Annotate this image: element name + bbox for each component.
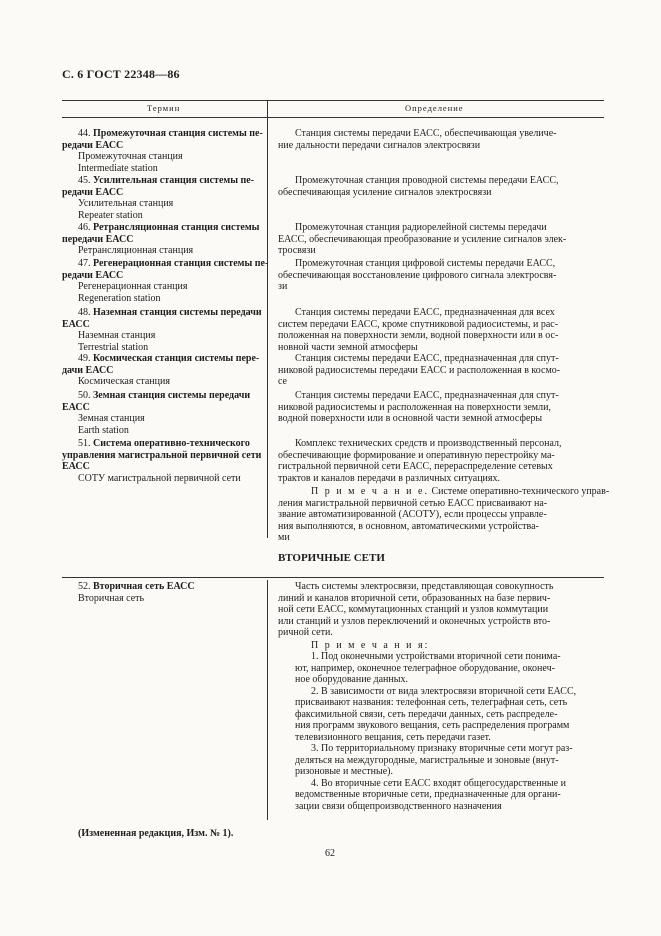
- term-synonym: Repeater station: [78, 209, 143, 221]
- definition-line: ние дальности передачи сигналов электросвязи: [278, 139, 481, 151]
- term-synonym: Регенерационная станция: [78, 281, 188, 292]
- term-synonym: Промежуточная станция: [78, 151, 183, 162]
- term-name: передачи ЕАСС: [62, 233, 134, 245]
- term-synonym: СОТУ магистральной первичной сети: [78, 472, 241, 484]
- definition-line: ной сети ЕАСС, коммутационных станций и узлов коммутации: [278, 604, 549, 615]
- note-item-line: телевизионного вещания, сеть передачи газет.: [295, 731, 491, 743]
- definition-line: Станция системы передачи ЕАСС, обеспечивающая увеличе-: [295, 128, 557, 139]
- term-52: [78, 581, 195, 592]
- definition-line: обеспечивающие формирование и оперативную перестройку ма-: [278, 449, 555, 461]
- notes-label: [311, 640, 429, 651]
- term-line: [62, 402, 90, 413]
- column-divider-lower: [267, 580, 268, 820]
- term-synonym: Regeneration station: [78, 292, 161, 304]
- definition-line: систем передачи ЕАСС, кроме спутниковой радиосистемы, и рас-: [278, 318, 559, 330]
- note-item-line: ризоновые и местные).: [295, 766, 393, 777]
- term-number: 49.: [78, 353, 93, 364]
- term-line: [78, 390, 250, 401]
- definition-line: положенная на поверхности земли, водной поверхности или в ос-: [278, 330, 559, 341]
- term-name: управления магистральной первичной сети: [62, 449, 262, 461]
- term-name: редачи ЕАСС: [62, 186, 124, 198]
- note-line: [311, 486, 609, 497]
- definition-line: Промежуточная станция радиорелейной системы передачи: [295, 222, 547, 233]
- definition-line: Комплекс технических средств и производственный персонал,: [295, 438, 562, 449]
- note-item-line: 1. Под оконечными устройствами вторичной сети понима-: [311, 651, 561, 662]
- notes-label-text: П р и м е ч а н и я:: [311, 639, 430, 651]
- definition-line: тросвязи: [278, 245, 316, 256]
- column-divider: [267, 100, 268, 538]
- definition-line: линий и каналов вторичной сети, образованных на базе первич-: [278, 592, 551, 604]
- term-line: [78, 353, 259, 364]
- note-item-line: присваивают названия: телефонная сеть, телеграфная сеть, сеть: [295, 697, 568, 708]
- note-item-line: ведомственные вторичные сети, предназначенные для органи-: [295, 789, 561, 800]
- term-name: Ретрансляционная станция системы: [93, 222, 260, 233]
- definition-line: Станция системы передачи ЕАСС, предназначенная для всех: [295, 307, 555, 318]
- page-header: С. 6 ГОСТ 22348—86: [62, 67, 180, 81]
- term-number: 45.: [78, 175, 93, 186]
- definition-line: ричной сети.: [278, 627, 333, 638]
- note-item-line: ное оборудование данных.: [295, 674, 408, 685]
- term-number: 46.: [78, 222, 93, 233]
- term-line: [62, 450, 261, 461]
- term-line: [62, 365, 113, 376]
- term-number: 52.: [78, 581, 93, 592]
- section-title: ВТОРИЧНЫЕ СЕТИ: [278, 552, 385, 564]
- definition-line: Станция системы передачи ЕАСС, предназначенная для спут-: [295, 353, 559, 364]
- term-name: ЕАСС: [62, 401, 90, 413]
- definition-line: никовой радиосистемы передачи ЕАСС и расположенная в космо-: [278, 364, 561, 376]
- note-label: П р и м е ч а н и е.: [311, 486, 429, 497]
- term-synonym: Intermediate station: [78, 162, 158, 174]
- term-name: Земная станция системы передачи: [93, 390, 251, 401]
- note-line: ми: [278, 532, 290, 543]
- term-line: [62, 270, 123, 281]
- term-line: [62, 461, 90, 472]
- definition-line: гистральной первичной сети ЕАСС, перераспределение сетевых: [278, 461, 553, 472]
- term-synonym: Наземная станция: [78, 330, 156, 341]
- note-item-line: деляться на междугородные, магистральные и зоновые (внут-: [295, 754, 559, 766]
- term-name: Космическая станция системы пере-: [93, 353, 260, 364]
- term-number: 48.: [78, 307, 93, 318]
- note-line: ния выполняются, в основном, автоматическими устройства-: [278, 520, 539, 532]
- term-name: Промежуточная станция системы пе-: [93, 128, 263, 139]
- note-item-line: 3. По территориальному признаку вторичные сети могут раз-: [311, 743, 573, 754]
- term-number: 51.: [78, 438, 93, 449]
- term-name: Вторичная сеть ЕАСС: [93, 581, 195, 592]
- term-name: Наземная станция системы передачи: [93, 307, 262, 318]
- section-rule: [62, 577, 604, 578]
- term-synonym: Earth station: [78, 424, 129, 436]
- term-name: ЕАСС: [62, 461, 90, 472]
- term-synonym: Terrestrial station: [78, 341, 149, 353]
- definition-line: или станций и узлов переключений и оконечных устройств вто-: [278, 615, 551, 627]
- term-synonym: Космическая станция: [78, 376, 170, 387]
- definition-line: Часть системы электросвязи, представляющая совокупность: [295, 581, 554, 592]
- term-synonym: Ретрансляционная станция: [78, 245, 194, 256]
- definition-line: ЕАСС, обеспечивающая преобразование и усиление сигналов элек-: [278, 233, 567, 245]
- note-item-line: факсимильной связи, сеть передачи данных, сеть распределе-: [295, 708, 558, 720]
- term-synonym: Земная станция: [78, 413, 145, 424]
- table-top-rule: [62, 100, 604, 101]
- term-line: [78, 128, 263, 139]
- term-name: ЕАСС: [62, 318, 90, 330]
- term-line: [78, 175, 254, 186]
- note-line: ления магистральной первичной сетью ЕАСС присваивают на-: [278, 497, 548, 509]
- term-number: 50.: [78, 390, 93, 401]
- definition-line: обеспечивающая восстановление цифрового сигнала электросвя-: [278, 269, 557, 281]
- term-name: дачи ЕАСС: [62, 364, 114, 376]
- definition-line: Промежуточная станция цифровой системы передачи ЕАСС,: [295, 258, 556, 269]
- term-line: [62, 234, 133, 245]
- term-number: 47.: [78, 258, 93, 269]
- table-header-rule: [62, 117, 604, 118]
- note-item-line: 2. В зависимости от вида электросвязи вторичной сети ЕАСС,: [311, 685, 577, 697]
- note-item-line: ют, например, оконечное телеграфное оборудование, оконеч-: [295, 662, 555, 674]
- definition-line: Промежуточная станция проводной системы передачи ЕАСС,: [295, 175, 559, 186]
- note-item-line: зации связи общепроизводственного назначения: [295, 800, 502, 812]
- amendment-note: (Измененная редакция, Изм. № 1).: [78, 828, 234, 839]
- term-52-synonym: Вторичная сеть: [78, 593, 145, 604]
- note-line: звание автоматизированной (АСОТУ), если процессы управле-: [278, 509, 547, 520]
- definition-line: трактов и каналов передачи в различных ситуациях.: [278, 472, 500, 484]
- term-line: [78, 307, 262, 318]
- term-name: Система оперативно-технического: [93, 438, 250, 449]
- term-number: 44.: [78, 128, 93, 139]
- term-line: [78, 438, 250, 449]
- definition-line: обеспечивающая усиление сигналов электросвязи: [278, 186, 492, 198]
- definition-line: водной поверхности или в основной части земной атмосферы: [278, 413, 543, 424]
- column-header-term: Термин: [147, 103, 181, 113]
- note-item-line: 4. Во вторичные сети ЕАСС входят общегосударственные и: [311, 777, 566, 789]
- note-text: Системе оперативно-технического управ-: [428, 486, 610, 497]
- term-line: [62, 140, 123, 151]
- term-synonym: Усилительная станция: [78, 198, 174, 209]
- definition-line: Станция системы передачи ЕАСС, предназначенная для спут-: [295, 390, 559, 401]
- column-header-definition: Определение: [405, 103, 464, 113]
- term-line: [62, 187, 123, 198]
- definition-line: новной части земной атмосферы: [278, 341, 418, 353]
- term-name: Усилительная станция системы пе-: [93, 175, 255, 186]
- term-line: [78, 258, 268, 269]
- term-name: редачи ЕАСС: [62, 139, 124, 151]
- term-name: редачи ЕАСС: [62, 269, 124, 281]
- page-number: 62: [325, 848, 335, 859]
- term-name: Регенерационная станция системы пе-: [93, 258, 269, 269]
- term-line: [62, 319, 90, 330]
- term-line: [78, 222, 259, 233]
- note-item-line: ния программ звукового вещания, сеть распределения программ: [295, 720, 570, 731]
- definition-line: никовой радиосистемы и расположенная на поверхности земли,: [278, 401, 551, 413]
- definition-line: зи: [278, 281, 288, 292]
- definition-line: се: [278, 376, 287, 387]
